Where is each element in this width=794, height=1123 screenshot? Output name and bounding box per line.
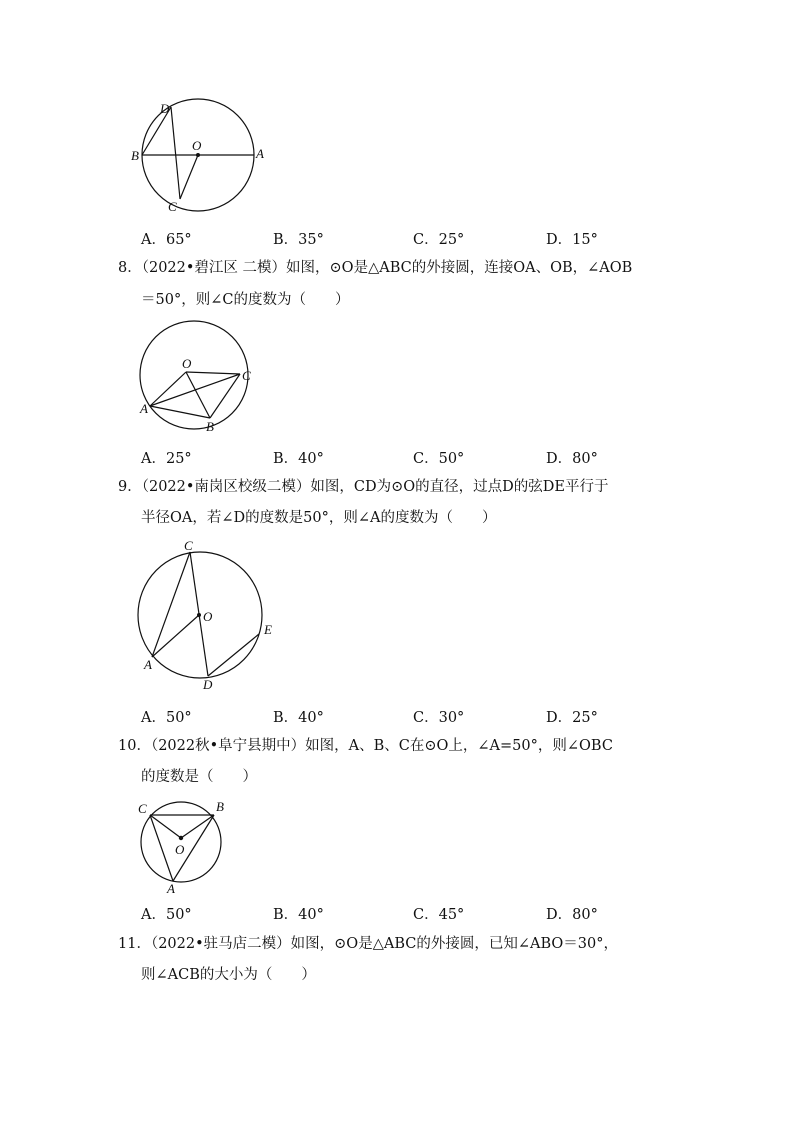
q8-label-c: C	[242, 368, 251, 383]
q9-option-a: A．50°	[141, 710, 192, 726]
q9-stem-line1: 9．（2022•南岗区校级二模）如图，CD为⊙O的直径，过点D的弦DE平行于	[118, 479, 609, 495]
q9-option-c: C．30°	[413, 710, 465, 726]
q10-radius-ob	[181, 815, 214, 838]
q8-option-b: B．40°	[273, 451, 324, 467]
q7-option-b: B．35°	[273, 232, 324, 248]
q9-chord-ca	[152, 552, 190, 657]
q7-option-c: C．25°	[413, 232, 465, 248]
q7-label-c: C	[168, 199, 177, 214]
q8-chord-bc	[210, 374, 240, 418]
q10-label-b: B	[216, 799, 224, 814]
q7-label-b: B	[131, 148, 139, 163]
q8-segment-oc	[186, 372, 240, 374]
q10-radius-oc	[150, 815, 181, 838]
q8-radius-oa	[150, 372, 186, 406]
q7-label-a: A	[256, 146, 264, 161]
q9-option-b: B．40°	[273, 710, 324, 726]
q7-center-dot	[196, 153, 200, 157]
q10-stem-line2: 的度数是（ ）	[141, 769, 257, 785]
q11-stem-line2: 则∠ACB的大小为（ ）	[141, 967, 316, 983]
q10-option-b: B．40°	[273, 907, 324, 923]
q7-figure	[130, 95, 280, 220]
q11-stem-line1: 11．（2022•驻马店二模）如图，⊙O是△ABC的外接圆，已知∠ABO＝30°，	[118, 936, 618, 952]
q9-stem-line2: 半径OA，若∠D的度数是50°，则∠A的度数为（ ）	[141, 510, 497, 526]
q7-radius-oc	[180, 155, 198, 199]
q8-figure	[130, 320, 265, 435]
q9-figure	[130, 538, 290, 693]
q9-option-d: D．25°	[546, 710, 598, 726]
q7-chord-dc	[171, 107, 180, 199]
q10-label-a: A	[167, 881, 175, 896]
q10-center-dot	[179, 836, 183, 840]
q8-option-c: C．50°	[413, 451, 465, 467]
q10-label-c: C	[138, 801, 147, 816]
q10-option-c: C．45°	[413, 907, 465, 923]
q7-option-d: D．15°	[546, 232, 598, 248]
q9-center-dot	[197, 613, 201, 617]
q8-stem-line1: 8．（2022•碧江区 二模）如图，⊙O是△ABC的外接圆，连接OA、OB，∠AOB	[118, 260, 633, 276]
q7-label-o: O	[192, 138, 202, 153]
q8-stem-line2: ＝50°，则∠C的度数为（ ）	[141, 292, 350, 308]
q8-radius-ob	[186, 372, 210, 418]
q8-option-d: D．80°	[546, 451, 598, 467]
q8-circle	[140, 321, 248, 429]
q9-label-a: A	[144, 657, 152, 672]
q9-label-o: O	[203, 609, 213, 624]
q10-option-a: A．50°	[141, 907, 192, 923]
q10-label-o: O	[175, 842, 185, 857]
q10-option-d: D．80°	[546, 907, 598, 923]
q7-label-d: D	[160, 101, 170, 116]
q9-label-c: C	[184, 538, 193, 553]
q7-option-a: A．65°	[141, 232, 192, 248]
q10-figure	[130, 798, 240, 898]
q8-option-a: A．25°	[141, 451, 192, 467]
q8-label-b: B	[206, 419, 214, 434]
q8-label-o: O	[182, 356, 192, 371]
q9-chord-de	[208, 634, 259, 676]
q9-label-e: E	[264, 622, 272, 637]
q10-stem-line1: 10．（2022秋•阜宁县期中）如图，A、B、C在⊙O上，∠A=50°，则∠OBC	[118, 738, 613, 754]
q8-label-a: A	[140, 401, 148, 416]
q8-chord-ac	[150, 374, 240, 406]
q9-label-d: D	[203, 677, 213, 692]
